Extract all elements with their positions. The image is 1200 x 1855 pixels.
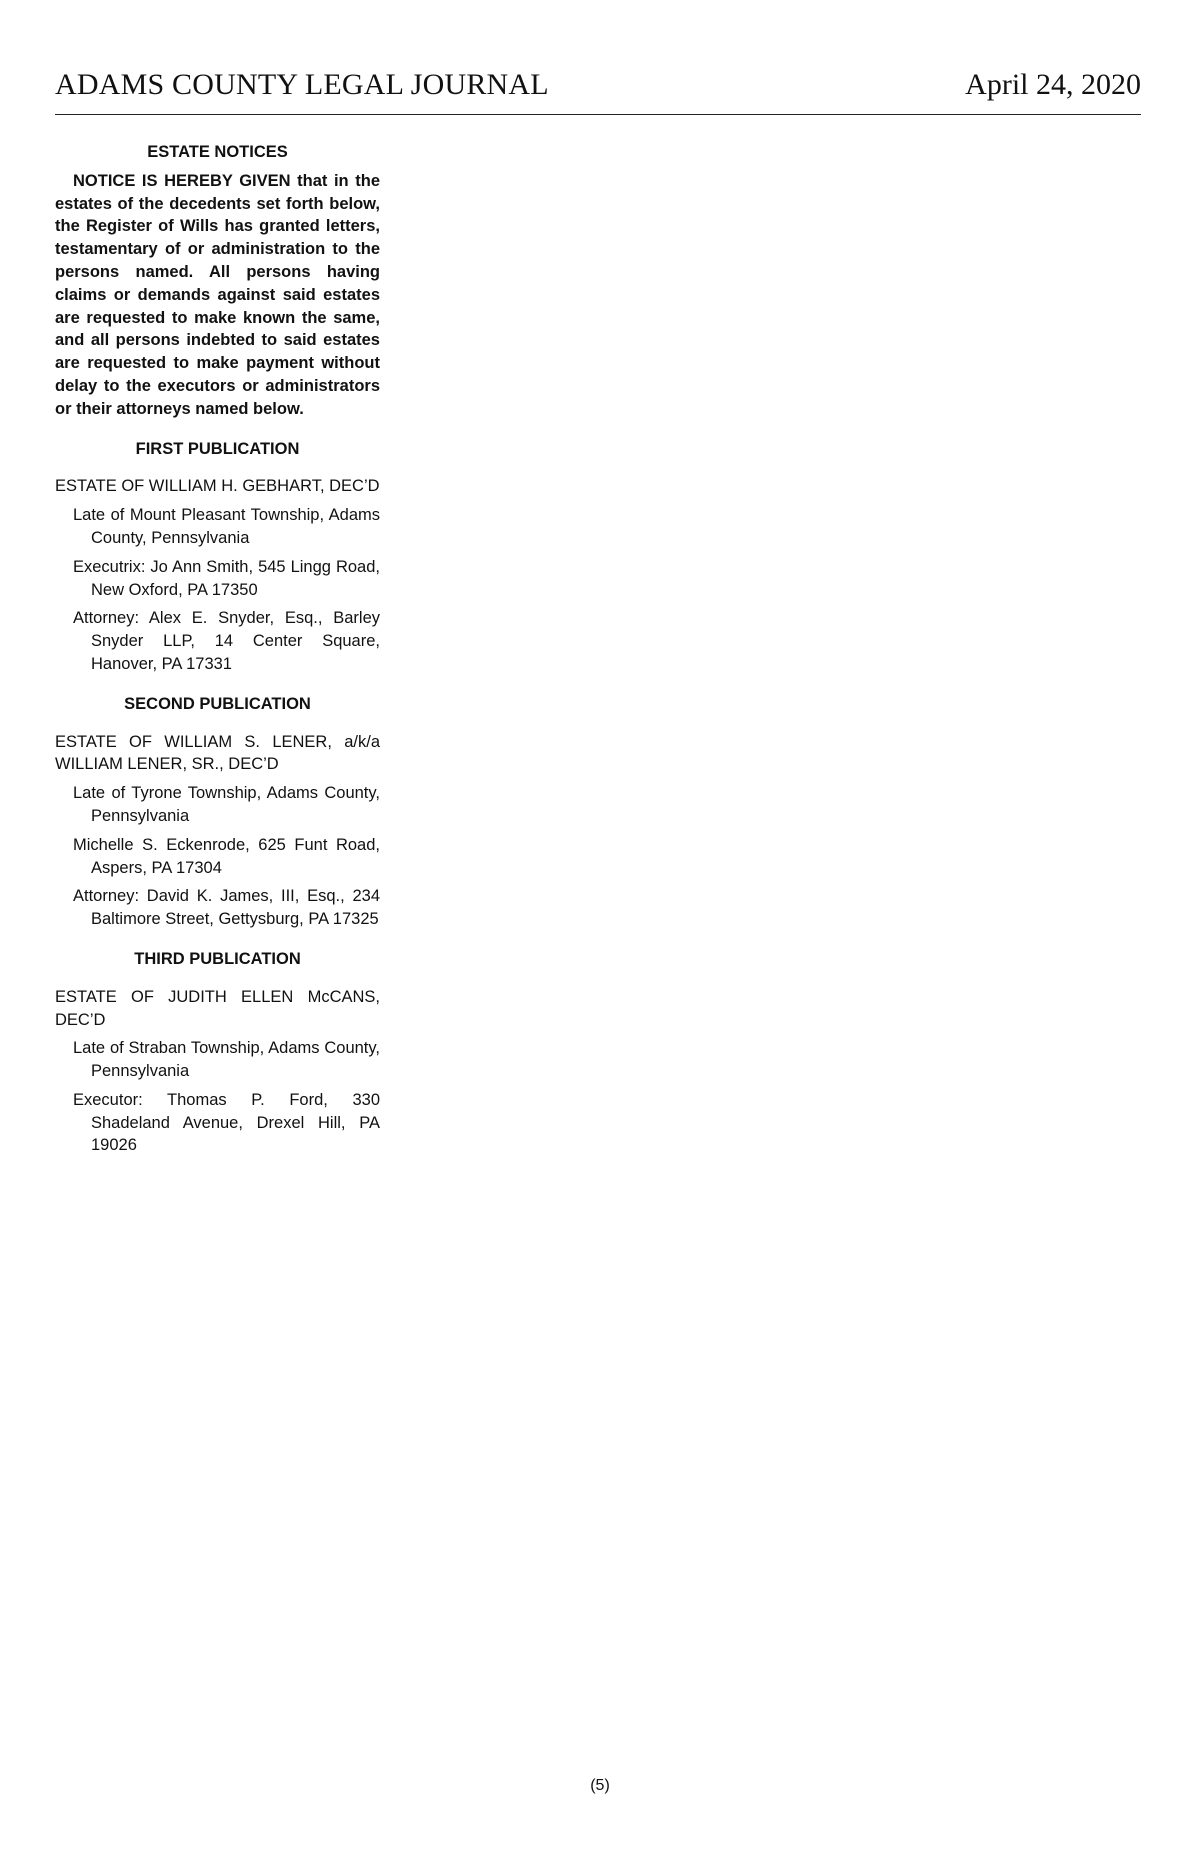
- estate-name: ESTATE OF WILLIAM S. LENER, a/k/a WILLIAM LENER, SR., DEC’D: [55, 732, 380, 774]
- publication-heading: THIRD PUBLICATION: [134, 949, 301, 968]
- notice-intro: NOTICE IS HEREBY GIVEN that in the estates of the decedents set forth below, the Register of Wills has granted letters, testamentary of or administration to the persons named. All persons having claims or demands against said estates are requested to make known the same, and all persons indebted to said estates are requested to make payment without delay to the executors or administrators or their attorneys named below.: [55, 171, 380, 418]
- page-header: [55, 68, 1141, 115]
- publication-heading: SECOND PUBLICATION: [124, 694, 311, 713]
- publication-second: [55, 693, 380, 931]
- publication-third: [55, 948, 380, 1157]
- estate-name: ESTATE OF JUDITH ELLEN McCANS, DEC’D: [55, 987, 380, 1029]
- publication-first: [55, 438, 380, 676]
- estate-notices-column: [55, 141, 380, 1163]
- estate-residence: Late of Tyrone Township, Adams County, Pennsylvania: [73, 784, 380, 825]
- estate-name: ESTATE OF WILLIAM H. GEBHART, DEC’D: [55, 477, 380, 496]
- estate-executor: Michelle S. Eckenrode, 625 Funt Road, Aspers, PA 17304: [73, 835, 380, 877]
- estate-attorney: Attorney: David K. James, III, Esq., 234 Baltimore Street, Gettysburg, PA 17325: [73, 887, 380, 929]
- section-heading: ESTATE NOTICES: [147, 143, 288, 161]
- page-number: (5): [590, 1777, 610, 1794]
- estate-attorney: Attorney: Alex E. Snyder, Esq., Barley Snyder LLP, 14 Center Square, Hanover, PA 17331: [73, 609, 380, 673]
- estate-executor: Executor: Thomas P. Ford, 330 Shadeland Avenue, Drexel Hill, PA 19026: [73, 1090, 380, 1155]
- issue-date: April 24, 2020: [965, 68, 1141, 101]
- journal-title: ADAMS COUNTY LEGAL JOURNAL: [55, 68, 549, 101]
- estate-residence: Late of Mount Pleasant Township, Adams County, Pennsylvania: [73, 506, 380, 547]
- publication-heading: FIRST PUBLICATION: [135, 439, 300, 458]
- estate-residence: Late of Straban Township, Adams County, Pennsylvania: [73, 1039, 380, 1081]
- estate-executor: Executrix: Jo Ann Smith, 545 Lingg Road, New Oxford, PA 17350: [73, 557, 380, 599]
